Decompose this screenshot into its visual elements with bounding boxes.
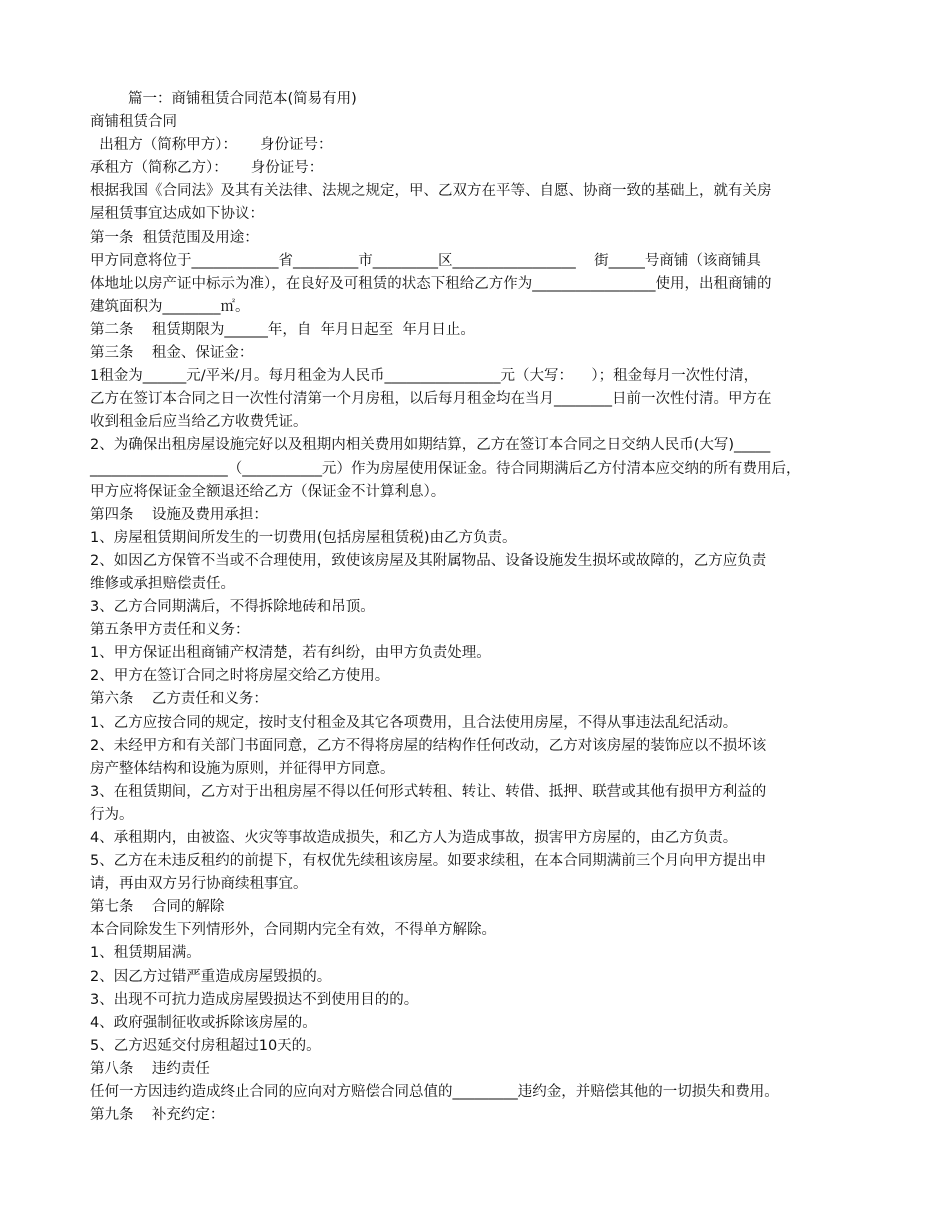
article-5-text: 1、甲方保证出租商铺产权清楚，若有纠纷，由甲方负责处理。 <box>90 645 491 662</box>
article-6-text: 4、承租期内，由被盗、火灾等事故造成损失，和乙方人为造成事故，损害甲方房屋的，由乙方负责。 <box>90 830 738 846</box>
article-6-text: 请，再由双方另行协商续租事宜。 <box>90 876 308 893</box>
article-4-heading: 第四条 设施及费用承担： <box>90 506 268 523</box>
article-3-text: ___________________（___________元）作为房屋使用保证金。待合同期满后乙方付清本应交纳的所有费用后， <box>90 460 801 477</box>
article-7-text: 3、出现不可抗力造成房屋毁损达不到使用目的的。 <box>90 991 419 1008</box>
contract-document <box>90 88 865 1127</box>
contract-heading: 商铺租赁合同 <box>90 114 177 131</box>
article-7-heading: 第七条 合同的解除 <box>90 899 225 916</box>
article-4-text: 2、如因乙方保管不当或不合理使用，致使该房屋及其附属物品、设备设施发生损坏或故障的，乙方应负责 <box>90 552 767 569</box>
article-1-text: 体地址以房产证中标示为准），在良好及可租赁的状态下租给乙方作为_________________使用，出租商铺的 <box>90 275 772 292</box>
article-6-text: 1、乙方应按合同的规定，按时支付租金及其它各项费用，且合法使用房屋，不得从事违法乱纪活动。 <box>90 714 738 731</box>
article-4-text: 3、乙方合同期满后，不得拆除地砖和吊顶。 <box>90 599 375 616</box>
article-3-text: 甲方应将保证金全额退还给乙方（保证金不计算利息）。 <box>90 483 446 500</box>
article-6-text: 3、在租赁期间，乙方对于出租房屋不得以任何形式转租、转让、转借、抵押、联营或其他有损甲方利益的 <box>90 783 767 800</box>
article-5-text: 2、甲方在签订合同之时将房屋交给乙方使用。 <box>90 668 390 685</box>
article-9-heading: 第九条 补充约定： <box>90 1107 225 1124</box>
lessee-line: 承租方（简称乙方）： 身份证号： <box>90 160 324 177</box>
article-3-text: 2、为确保出租房屋设施完好以及租期内相关费用如期结算，乙方在签订本合同之日交纳人民币(大写)_____ <box>90 437 771 454</box>
article-8-text: 任何一方因违约造成终止合同的应向对方赔偿合同总值的_________违约金，并赔偿其他的一切损失和费用。 <box>90 1084 779 1101</box>
article-7-text: 2、因乙方过错严重造成房屋毁损的。 <box>90 968 332 985</box>
article-6-text: 行为。 <box>90 806 134 823</box>
article-6-text: 2、未经甲方和有关部门书面同意，乙方不得将房屋的结构作任何改动，乙方对该房屋的装饰应以不损坏该 <box>90 737 767 754</box>
article-3-heading: 第三条 租金、保证金： <box>90 345 254 362</box>
article-3-text: 收到租金后应当给乙方收费凭证。 <box>90 414 308 431</box>
article-1-text: 甲方同意将位于____________省_________市_________区_________________ 街_____号商铺（该商铺具 <box>90 252 761 269</box>
article-2-text: 第二条 租赁期限为______年，自 年月日起至 年月日止。 <box>90 321 475 338</box>
article-4-text: 维修或承担赔偿责任。 <box>90 575 235 592</box>
document-title: 篇一：商铺租赁合同范本(简易有用) <box>128 91 357 107</box>
article-6-text: 房产整体结构和设施为原则，并征得甲方同意。 <box>90 760 395 777</box>
article-7-text: 1、租赁期届满。 <box>90 945 201 962</box>
article-8-heading: 第八条 违约责任 <box>90 1060 210 1077</box>
preamble-line: 屋租赁事宜达成如下协议： <box>90 206 264 223</box>
article-1-heading: 第一条 租赁范围及用途： <box>90 229 259 246</box>
article-5-heading: 第五条甲方责任和义务： <box>90 622 250 639</box>
article-3-text: 乙方在签订本合同之日一次性付清第一个月房租，以后每月租金均在当月________日前一次性付清。甲方在 <box>90 391 772 408</box>
article-1-text: 建筑面积为________㎡。 <box>90 298 250 315</box>
article-4-text: 1、房屋租赁期间所发生的一切费用(包括房屋租赁税)由乙方负责。 <box>90 529 517 546</box>
lessor-line: 出租方（简称甲方）： 身份证号： <box>90 137 333 154</box>
article-7-text: 5、乙方迟延交付房租超过10天的。 <box>90 1037 321 1054</box>
preamble-line: 根据我国《合同法》及其有关法律、法规之规定，甲、乙双方在平等、自愿、协商一致的基础上，就有关房 <box>90 183 772 200</box>
article-7-text: 本合同除发生下列情形外，合同期内完全有效，不得单方解除。 <box>90 922 496 939</box>
article-6-text: 5、乙方在未违反租约的前提下，有权优先续租该房屋。如要求续租，在本合同期满前三个月向甲方提出申 <box>90 853 767 870</box>
article-3-text: 1租金为______元/平米/月。每月租金为人民币________________元（大写： ）；租金每月一次性付清， <box>90 368 759 385</box>
article-7-text: 4、政府强制征收或拆除该房屋的。 <box>90 1014 317 1031</box>
article-6-heading: 第六条 乙方责任和义务： <box>90 691 268 708</box>
